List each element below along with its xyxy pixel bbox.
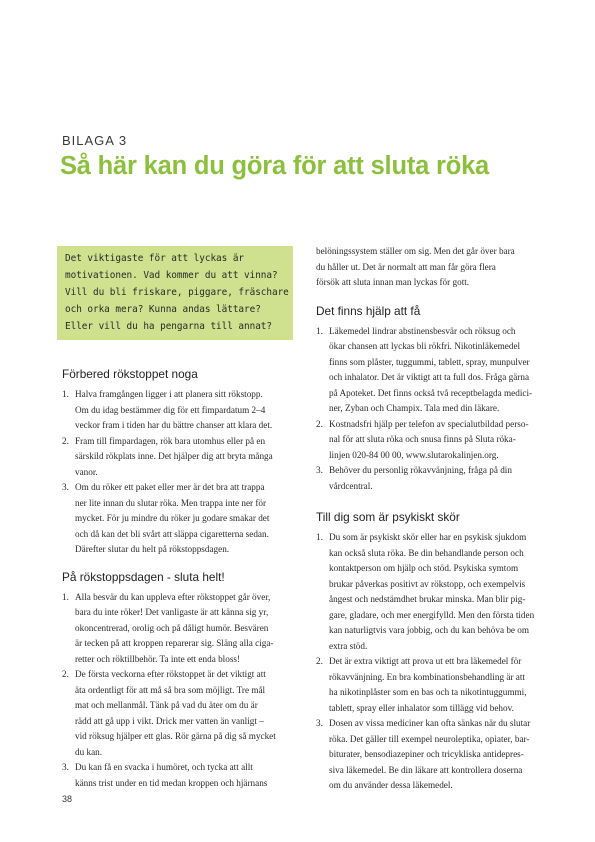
list-item-number: 3. bbox=[316, 465, 323, 475]
list-item-number: 3. bbox=[62, 762, 69, 772]
list-item-text-line: mat och mellanmål. Tänk på vad du äter om du är bbox=[75, 700, 258, 710]
right-column bbox=[316, 244, 554, 794]
callout-line: Eller vill du ha pengarna till annat? bbox=[65, 321, 272, 332]
continued-text-line: du håller ut. Det är normalt att man får göra flera bbox=[316, 261, 496, 272]
list-item-text-line: röka. Det gäller till exempel neuroleptika, opiater, bar- bbox=[329, 733, 530, 744]
list-item-text-line: vid röksug hjälper ett glas. Rör gärna på dig så mycket bbox=[75, 731, 276, 741]
list-item-text-line: kan naturligtvis vara jobbig, och du kan behöva be om bbox=[329, 625, 530, 635]
list-item-text-line: ångest och nedstämdhet brukar minska. Man blir pig- bbox=[329, 594, 526, 604]
list-forbered bbox=[62, 387, 300, 558]
list-item-number: 1. bbox=[62, 389, 69, 399]
list-item-text-line: du kan. bbox=[75, 746, 103, 757]
list-item bbox=[316, 654, 554, 716]
list-item-text-line: ha nikotinplåster som en bas och ta nikotintuggummi, bbox=[329, 687, 527, 697]
list-item-text-line: kontaktperson om hjälp och stöd. Psykiska symtom bbox=[329, 563, 519, 573]
list-item-number: 2. bbox=[316, 656, 323, 666]
list-item-text-line: nal för att sluta röka och snusa finns på Sluta röka- bbox=[329, 434, 516, 444]
list-item-number: 2. bbox=[62, 435, 69, 446]
list-item-text-line: känns trist under en tid medan kroppen och hjärnans bbox=[75, 777, 268, 788]
list-item bbox=[62, 590, 300, 668]
list-psykiskt bbox=[316, 530, 554, 794]
section-heading-hjalp: Det finns hjälp att få bbox=[316, 303, 421, 318]
list-item-text-line: Därefter slutar du helt på rökstoppsdagen. bbox=[75, 544, 230, 554]
list-item bbox=[62, 387, 300, 434]
list-item-text-line: Läkemedel lindrar abstinensbesvär och röksug och bbox=[329, 325, 516, 336]
list-item-number: 1. bbox=[62, 591, 69, 602]
list-item bbox=[316, 324, 554, 417]
list-rokstoppsdagen bbox=[62, 590, 300, 792]
motivation-callout bbox=[57, 246, 293, 340]
continued-text-line: försök att sluta innan man lyckas för gott. bbox=[316, 277, 470, 287]
list-item-text-line: ökar chansen att lyckas bli rökfri. Nikotinläkemedel bbox=[329, 341, 521, 351]
list-item-text-line: ner lite innan du slutar röka. Men trappa inte ner för bbox=[75, 497, 267, 508]
list-item-text-line: Du som är psykiskt skör eller har en psykisk sjukdom bbox=[329, 532, 527, 542]
page-title: Så här kan du göra för att sluta röka bbox=[60, 152, 490, 180]
section-heading-psykiskt: Till dig som är psykiskt skör bbox=[316, 510, 460, 524]
list-item-text-line: är tecken på att kroppen reparerar sig. Släng alla ciga- bbox=[75, 638, 274, 648]
list-item-number: 2. bbox=[316, 418, 323, 429]
list-item-number: 3. bbox=[316, 718, 323, 728]
callout-line: och orka mera? Kunna andas lättare? bbox=[65, 304, 261, 315]
list-item-text-line: extra stöd. bbox=[329, 640, 368, 651]
list-item bbox=[316, 463, 554, 494]
list-item-text-line: tablett, spray eller inhalator som tillägg vid behov. bbox=[329, 702, 514, 713]
list-item bbox=[316, 417, 554, 464]
list-item-number: 3. bbox=[62, 482, 69, 492]
list-item-text-line: Fram till fimpardagen, rök bara utomhus eller på en bbox=[75, 435, 266, 446]
list-item bbox=[316, 530, 554, 654]
callout-line: Vill du bli friskare, piggare, fräschare bbox=[65, 287, 289, 298]
list-item-text-line: brukar påverkas positivt av rökstopp, och exempelvis bbox=[329, 578, 526, 589]
list-item-text-line: rädd att gå upp i vikt. Drick mer vatten än vanligt – bbox=[75, 715, 264, 726]
list-item-text-line: ner, Zyban och Champix. Tala med din läkare. bbox=[329, 403, 500, 413]
list-item-text-line: Kostnadsfri hjälp per telefon av specialutbildad perso- bbox=[329, 418, 529, 429]
continued-text-line: belöningssystem ställer om sig. Men det går över bara bbox=[316, 246, 515, 256]
list-item-text-line: veckor fram i tiden har du bättre chanser att klara det. bbox=[75, 420, 273, 430]
list-item-text-line: vanor. bbox=[75, 466, 98, 477]
list-item-text-line: på Apoteket. Det finns också två receptbelagda medici- bbox=[329, 387, 533, 398]
continued-list-text bbox=[303, 244, 554, 291]
list-item-text-line: vårdcentral. bbox=[329, 480, 373, 491]
list-item-text-line: finns som plåster, tuggummi, tablett, spray, munpulver bbox=[329, 356, 530, 367]
appendix-label: BILAGA 3 bbox=[62, 133, 128, 148]
list-item-number: 1. bbox=[316, 325, 323, 336]
list-item-text-line: mycket. För ju mindre du röker ju godare smakar det bbox=[75, 513, 270, 523]
list-item bbox=[62, 480, 300, 558]
list-hjalp bbox=[316, 324, 554, 495]
list-item-text-line: Om du idag bestämmer dig för ett fimpardatum 2–4 bbox=[75, 404, 266, 415]
list-item-text-line: Det är extra viktigt att prova ut ett bra läkemedel för bbox=[329, 656, 522, 666]
list-item-text-line: Alla besvär du kan uppleva efter rökstoppet går över, bbox=[75, 591, 271, 602]
list-item-text-line: rökavvänjning. En bra kombinationsbehandling är att bbox=[329, 671, 525, 682]
callout-line: motivationen. Vad kommer du att vinna? bbox=[65, 270, 278, 281]
list-item-text-line: siva läkemedel. Be din läkare att kontrollera doserna bbox=[329, 764, 523, 775]
list-item bbox=[62, 760, 300, 791]
list-item-text-line: De första veckorna efter rökstoppet är det viktigt att bbox=[75, 669, 266, 679]
list-item-number: 2. bbox=[62, 669, 69, 679]
list-item-text-line: bara du inte röker! Det vanligaste är att känna sig yr, bbox=[75, 607, 269, 617]
list-item-text-line: biturater, bensodiazepiner och tricykliska antidepres- bbox=[329, 749, 524, 759]
list-item-text-line: särskild rökplats inne. Det hjälper dig att bryta många bbox=[75, 451, 273, 461]
list-item-text-line: Halva framgången ligger i att planera sitt rökstopp. bbox=[75, 389, 263, 399]
list-item-text-line: om du använder dessa läkemedel. bbox=[329, 780, 453, 790]
list-item-text-line: och inhalator. Det är viktigt att ta full dos. Fråga gärna bbox=[329, 372, 530, 382]
section-heading-rokstoppsdagen: På rökstoppsdagen - sluta helt! bbox=[62, 569, 225, 584]
list-item-text-line: retter och röktillbehör. Ta inte ett enda bloss! bbox=[75, 653, 241, 664]
list-item-text-line: och då kan det bli svårt att släppa cigaretterna sedan. bbox=[75, 528, 269, 539]
page-number: 38 bbox=[62, 794, 73, 804]
list-item-text-line: kan också sluta röka. Be din behandlande person och bbox=[329, 547, 524, 558]
list-item-text-line: linjen 020-84 00 00, www.slutarokalinjen.org. bbox=[329, 449, 499, 460]
section-heading-forbered: Förbered rökstoppet noga bbox=[62, 367, 198, 381]
list-item-text-line: Du kan få en svacka i humöret, och tycka att allt bbox=[75, 762, 253, 772]
list-item-text-line: gare, gladare, och mer energifylld. Men den första tiden bbox=[329, 609, 535, 620]
list-item-text-line: Om du röker ett paket eller mer är det bra att trappa bbox=[75, 482, 265, 492]
list-item bbox=[62, 434, 300, 481]
list-item-text-line: okoncentrerad, orolig och på dåligt humör. Besvären bbox=[75, 622, 269, 633]
list-item bbox=[316, 716, 554, 794]
left-column bbox=[62, 246, 300, 791]
list-item-text-line: Behöver du personlig rökavvänjning, fråga på din bbox=[329, 465, 512, 475]
list-item bbox=[62, 667, 300, 760]
callout-line: Det viktigaste för att lyckas är bbox=[65, 253, 245, 264]
list-item-number: 1. bbox=[316, 532, 323, 542]
list-item-text-line: äta ordentligt för att må så bra som möjligt. Tre mål bbox=[75, 684, 266, 695]
list-item-text-line: Dosen av vissa mediciner kan ofta sänkas när du slutar bbox=[329, 718, 531, 728]
